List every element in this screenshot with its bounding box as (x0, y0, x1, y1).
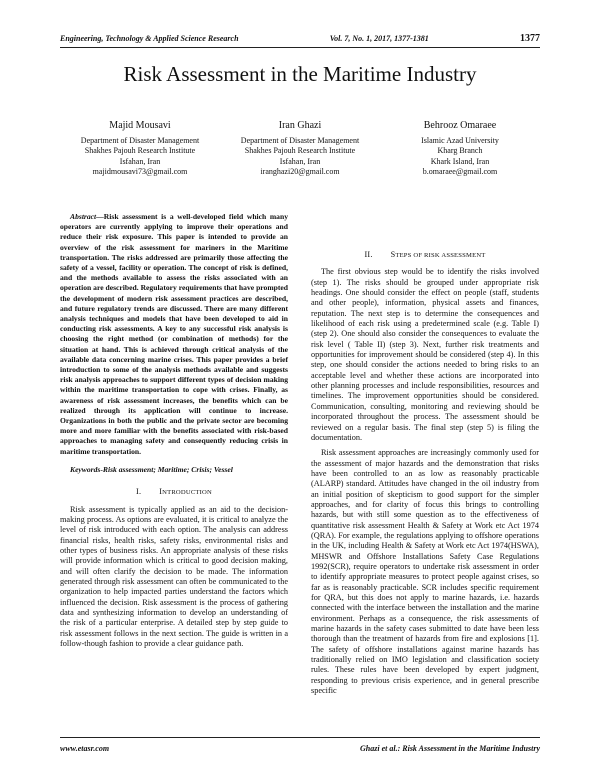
author-inst: Shakhes Pajouh Research Institute (84, 146, 196, 156)
page-number: 1377 (519, 33, 540, 44)
author-2 (220, 121, 380, 177)
abstract-text: —Risk assessment is a well-developed field which many operators are currently applying to improve their operations and reduce their risk exposure. This paper is intended to provide an overview of the risk assessment for mariners in the Maritime transportation. The risks addressed are primarily those affecting the safety of a vessel, facility or operation. The concept of risk is defined, and the methods available to assess the risks associated with an operation are described. Regulatory requirements that have prompted the development of modern risk assessment practices are described, and future regulatory trends are discussed. There are many different analysis techniques and models that have been developed to aid in conducting risk assessments. A key to any successful risk analysis is choosing the right method (or combination of methods) for the situation at hand. This is achieved through critical analysis of the available data concerning marine crises. This paper provides a brief introduction to some of the analysis methods available and suggests risk analysis approaches to support different types of decision making within the maritime transportation to cope with crises. Finally, as awareness of risk assessment increases, the benefits which can be realized through its application will continue to increase. Organizations in both the public and the private sector are becoming more and more familiar with the benefits associated with risk-based approaches to managing safety and consequently reducing crisis in maritime transportation. (60, 212, 288, 456)
intro-paragraph: Risk assessment is typically applied as an aid to the decision-making process. As options are evaluated, it is critical to analyze the level of risk introduced with each option. The analysis can address financial risks, health risks, safety risks, environmental risks and other types of business risks. An appropriate analysis of these risks will provide information which is critical to good decision making, and will often clarify the decision to be made. The information generated through risk assessment can often be communicated to the organization to help impacted parties understand the factors which influenced the decision. Risk assessment is the process of gathering data and synthesizing information to develop an understanding of the risk of a particular enterprise. A detailed step by step guide to risk assessment follows in the next section. The guide is written in a follow-though fashion to provide a clear guidance path. (60, 504, 288, 649)
left-column (60, 212, 288, 654)
abstract (60, 212, 288, 457)
volume-info: Vol. 7, No. 1, 2017, 1377-1381 (329, 34, 429, 43)
keywords: Keywords-Risk assessment; Maritime; Crisis; Vessel (70, 464, 233, 474)
author-email: iranghazi20@gmail.com (260, 166, 340, 176)
right-column (311, 212, 539, 701)
paper-title: Risk Assessment in the Maritime Industry (123, 62, 477, 86)
author-email: b.omaraee@gmail.com (422, 166, 498, 176)
author-name: Iran Ghazi (278, 120, 322, 131)
author-city: Khark Island, Iran (430, 156, 490, 166)
section-heading-steps (311, 250, 539, 261)
running-header (60, 33, 540, 44)
author-email: majidmousavi73@gmail.com (92, 166, 188, 176)
author-dept: Department of Disaster Management (240, 136, 360, 146)
running-footer (60, 744, 540, 753)
author-inst: Shakhes Pajouh Research Institute (244, 146, 356, 156)
author-city: Isfahan, Iran (119, 156, 161, 166)
author-dept: Department of Disaster Management (80, 136, 200, 146)
journal-name: Engineering, Technology & Applied Science Research (60, 34, 239, 43)
section-title-rest: TEPS OF RISK ASSESSMENT (395, 252, 486, 259)
author-inst: Kharg Branch (437, 146, 483, 156)
author-1 (60, 121, 220, 177)
section-cap: S (390, 250, 396, 259)
abstract-label: Abstract (70, 212, 97, 221)
author-3 (380, 121, 540, 177)
author-dept: Islamic Azad University (421, 136, 499, 146)
author-block (60, 121, 540, 177)
footer-rule (60, 737, 540, 738)
section-title-rest: NTRODUCTION (162, 489, 212, 497)
steps-paragraph-1: The first obvious step would be to identify the risks involved (step 1). The risks should be grouped under appropriate risk headings. One should consider the effect on people (staff, students and other people), information, physical assets and finances, reputation. The next step is to determine the consequences and likelihood of each risk using a predetermined scale (e.g. Table I) (step 2). One should also consider the consequences to evaluate the risk level ( Table II) (step 3). Next, further risk treatments and opportunities for improvement should be considered (step 4). In this step, one should consider the actions needed to bring risks to an acceptable level and whether these actions are incorporated into other planning processes and include responsibilities, resources and timelines. The improvement opportunities should be considered. Communication, consulting, monitoring and reviewing should be incorporated throughout the process. The assessment should be reviewed on a regular basis. The final step (step 5) is filing the documentation. (311, 267, 539, 442)
section-heading-introduction (60, 487, 288, 498)
section-cap: I (159, 487, 163, 497)
author-name: Behrooz Omaraee (423, 120, 497, 131)
author-name: Majid Mousavi (109, 120, 171, 131)
author-city: Isfahan, Iran (279, 156, 321, 166)
section-number: II. (364, 250, 373, 259)
steps-paragraph-2: Risk assessment approaches are increasingly commonly used for the assessment of major hazards and the demonstration that risks have been controlled to an as low as reasonably practicable (ALARP) standard. Attitudes have changed in the oil industry from an initial position of skepticism to good support for the simpler approaches, and for clarity of focus this brings to controlling hazards, but with still some question as to the effectiveness of quantitative risk assessment Health & Safety at Work etc Act 1974 (QRA). For example, the regulations applying to offshore operations in the UK, including Health & Safety at Work etc Act 1974(HSWA), MHSWR and Offshore Installations Safety Case Regulations 1992(SCR), require operators to undertake risk assessment in order to identify appropriate measures to protect people against crises, so far as is reasonably practicable. SCR includes specific requirement for QRA, but this does not apply to marine hazards, i.e. hazards connected with the interface between the installation and the marine environment. Perhaps as a consequence, the risk assessments of marine hazards in the safety cases submitted to date have been less thorough than the treatment of hazards from fire and explosions [1]. The safety of offshore installations against marine hazards has traditionally relied on IMO legislation and classification society rules. These rules have been developed by expert judgment, responding to previous crisis experience, and in general prescribe specific (311, 448, 539, 696)
header-rule (60, 47, 540, 48)
section-number: I. (136, 487, 142, 497)
footer-running-title: Ghazi et al.: Risk Assessment in the Maritime Industry (360, 744, 540, 753)
footer-site: www.etasr.com (60, 744, 110, 753)
